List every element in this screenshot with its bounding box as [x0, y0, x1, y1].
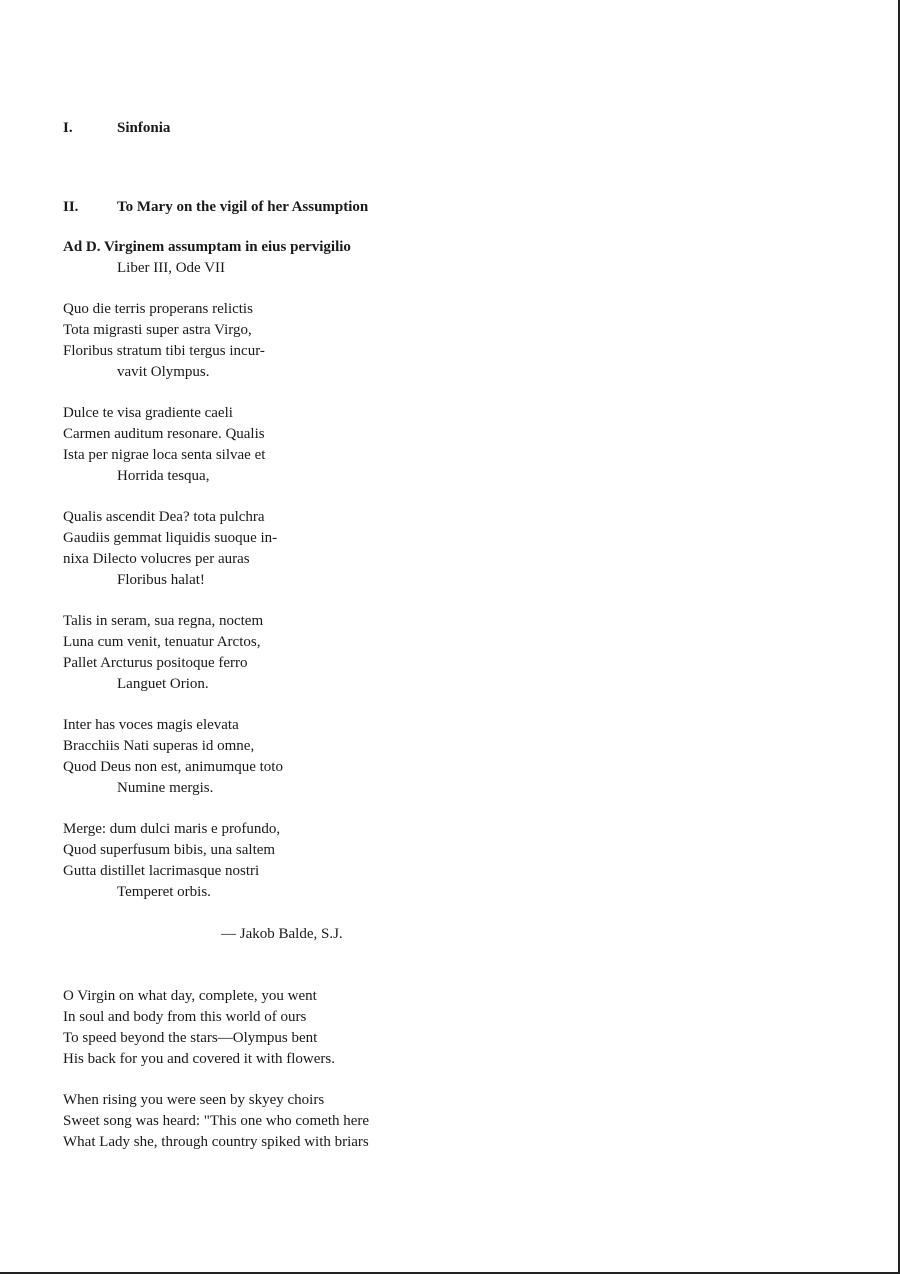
verse-line: Inter has voces magis elevata — [63, 717, 239, 733]
verse-line: Sweet song was heard: "This one who cometh here — [63, 1113, 370, 1129]
poem-attribution: — Jakob Balde, S.J. — [221, 926, 343, 942]
verse-line: Quod Deus non est, animumque toto — [63, 759, 283, 775]
verse-line: Bracchiis Nati superas id omne, — [63, 738, 255, 754]
verse-line: Tota migrasti super astra Virgo, — [63, 322, 252, 338]
verse-line: Horrida tesqua, — [117, 468, 210, 484]
verse-line: Temperet orbis. — [117, 884, 211, 900]
section-heading-2 — [63, 197, 368, 217]
verse-line: In soul and body from this world of ours — [63, 1009, 307, 1025]
verse-line: O Virgin on what day, complete, you went — [63, 988, 317, 1004]
verse-line: Gaudiis gemmat liquidis suoque in- — [63, 530, 278, 546]
verse-line: Numine mergis. — [117, 780, 214, 796]
verse-line: Pallet Arcturus positoque ferro — [63, 655, 248, 671]
verse-line: When rising you were seen by skyey choirs — [63, 1092, 325, 1108]
verse-line: Carmen auditum resonare. Qualis — [63, 426, 265, 442]
verse-line: His back for you and covered it with flowers. — [63, 1051, 336, 1067]
verse-line: Luna cum venit, tenuatur Arctos, — [63, 634, 261, 650]
verse-line: vavit Olympus. — [117, 364, 210, 380]
verse-line: Talis in seram, sua regna, noctem — [63, 613, 264, 629]
section-heading-1 — [63, 118, 170, 138]
verse-line: Floribus stratum tibi tergus incur- — [63, 343, 265, 359]
verse-line: nixa Dilecto volucres per auras — [63, 551, 250, 567]
verse-line: Languet Orion. — [117, 676, 209, 692]
verse-line: Gutta distillet lacrimasque nostri — [63, 863, 260, 879]
section-title: Sinfonia — [117, 120, 171, 136]
verse-line: Qualis ascendit Dea? tota pulchra — [63, 509, 265, 525]
verse-line: What Lady she, through country spiked with briars — [63, 1134, 369, 1150]
verse-line: Merge: dum dulci maris e profundo, — [63, 821, 281, 837]
latin-poem-title: Ad D. Virginem assumptam in eius pervigilio — [63, 239, 351, 255]
verse-line: Ista per nigrae loca senta silvae et — [63, 447, 266, 463]
latin-poem-source: Liber III, Ode VII — [117, 260, 226, 276]
section-title: To Mary on the vigil of her Assumption — [117, 199, 369, 215]
section-number: II. — [63, 199, 79, 215]
verse-line: Quod superfusum bibis, una saltem — [63, 842, 276, 858]
verse-line: Dulce te visa gradiente caeli — [63, 405, 233, 421]
section-number: I. — [63, 120, 73, 136]
verse-line: Floribus halat! — [117, 572, 205, 588]
verse-line: Quo die terris properans relictis — [63, 301, 253, 317]
verse-line: To speed beyond the stars—Olympus bent — [63, 1030, 318, 1046]
